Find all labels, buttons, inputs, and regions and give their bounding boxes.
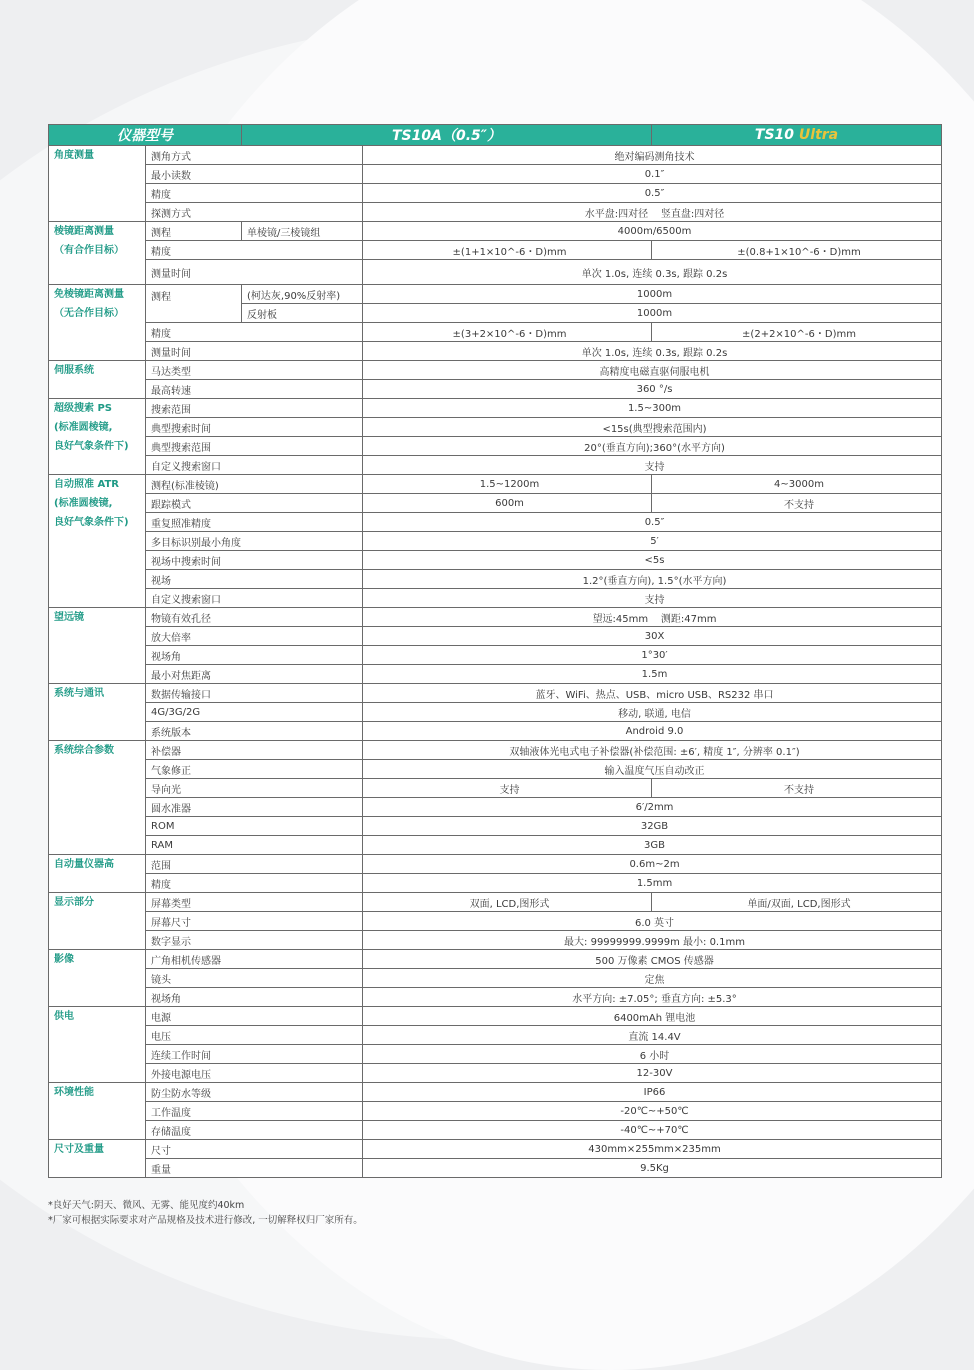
category-image: 影像 [49,950,146,1007]
item-value: 12-30V [363,1064,942,1083]
item-value: 高精度电磁直驱伺服电机 [363,361,942,380]
item-label: 广角相机传感器 [146,950,363,969]
category-angle: 角度测量 [49,146,146,222]
spec-table [48,124,942,1178]
table-row [49,475,942,494]
footnote: *厂家可根据实际要求对产品规格及技术进行修改, 一切解释权归厂家所有。 [48,1215,363,1226]
item-label: 马达类型 [146,361,363,380]
item-value: 4000m/6500m [363,222,942,241]
item-value-b: 不支持 [652,779,942,798]
table-row [49,399,942,418]
item-value: 6′/2mm [363,798,942,817]
table-row [49,570,942,589]
item-label: 搜索范围 [146,399,363,418]
item-value: 360 °/s [363,380,942,399]
table-row [49,627,942,646]
header-col-b [652,125,942,146]
table-row [49,684,942,703]
item-value: 0.5″ [363,513,942,532]
item-label: 视场 [146,570,363,589]
item-label: 测程 [146,285,242,323]
table-row [49,741,942,760]
item-label: 电压 [146,1026,363,1045]
item-value: 1.2°(垂直方向), 1.5°(水平方向) [363,570,942,589]
item-label: 气象修正 [146,760,363,779]
table-row [49,798,942,817]
item-sublabel: (柯达灰,90%反射率) [242,285,363,304]
table-row [49,1140,942,1159]
table-row [49,817,942,836]
table-row [49,988,942,1007]
table-row [49,285,942,304]
item-label: 测程(标准棱镜) [146,475,363,494]
table-row [49,380,942,399]
item-sublabel: 单棱镜/三棱镜组 [242,222,363,241]
table-row [49,260,942,285]
table-row [49,665,942,684]
item-label: 典型搜索范围 [146,437,363,456]
item-value: 0.5″ [363,184,942,203]
table-row [49,1083,942,1102]
category-noprism: 免棱镜距离测量 （无合作目标） [49,285,146,361]
item-value: 单次 1.0s, 连续 0.3s, 跟踪 0.2s [363,342,942,361]
header-model-label: 仪器型号 [49,125,242,146]
item-value: 20°(垂直方向);360°(水平方向) [363,437,942,456]
item-label: 存储温度 [146,1121,363,1140]
table-row [49,456,942,475]
item-value: 1000m [363,304,942,323]
item-value-b: 单面/双面, LCD,图形式 [652,893,942,912]
item-label: 数字显示 [146,931,363,950]
item-label: 最小读数 [146,165,363,184]
category-power: 供电 [49,1007,146,1083]
table-row [49,241,942,260]
item-label: 重量 [146,1159,363,1178]
table-row [49,1045,942,1064]
table-row [49,437,942,456]
item-label: 自定义搜索窗口 [146,589,363,608]
category-env: 环境性能 [49,1083,146,1140]
item-label: 尺寸 [146,1140,363,1159]
item-label: 最高转速 [146,380,363,399]
item-label: 自定义搜索窗口 [146,456,363,475]
item-label: 测量时间 [146,260,363,285]
item-value-b: ±(2+2×10^-6・D)mm [652,323,942,342]
table-row [49,836,942,855]
item-label: 导向光 [146,779,363,798]
category-prism: 棱镜距离测量 （有合作目标） [49,222,146,285]
item-value-a: 支持 [363,779,652,798]
item-value: 1.5~300m [363,399,942,418]
table-row [49,760,942,779]
item-value: 3GB [363,836,942,855]
table-row [49,912,942,931]
item-label: 工作温度 [146,1102,363,1121]
table-row [49,323,942,342]
table-row [49,969,942,988]
footnotes [48,1198,363,1228]
item-label: 连续工作时间 [146,1045,363,1064]
item-label: 最小对焦距离 [146,665,363,684]
table-row [49,342,942,361]
item-value: 绝对编码测角技术 [363,146,942,165]
table-row [49,361,942,380]
item-value: 移动, 联通, 电信 [363,703,942,722]
item-label: 镜头 [146,969,363,988]
item-label: 防尘防水等级 [146,1083,363,1102]
item-value: 最大: 99999999.9999m 最小: 0.1mm [363,931,942,950]
item-label: 跟踪模式 [146,494,363,513]
item-value: 6 小时 [363,1045,942,1064]
item-label: 圆水准器 [146,798,363,817]
item-value: 1°30′ [363,646,942,665]
item-sublabel: 反射板 [242,304,363,323]
item-label: 范围 [146,855,363,874]
table-row [49,1102,942,1121]
item-value-a: 1.5~1200m [363,475,652,494]
table-row [49,165,942,184]
item-value: <15s(典型搜索范围内) [363,418,942,437]
table-row [49,874,942,893]
table-row [49,513,942,532]
category-comm: 系统与通讯 [49,684,146,741]
table-row [49,222,942,241]
spec-table-wrapper [48,124,941,1178]
item-value: -40℃~+70℃ [363,1121,942,1140]
item-label: 测量时间 [146,342,363,361]
item-value-a: ±(1+1×10^-6・D)mm [363,241,652,260]
item-label: ROM [146,817,363,836]
item-value: 支持 [363,589,942,608]
table-row [49,779,942,798]
item-value: 望远:45mm 测距:47mm [363,608,942,627]
item-label: 典型搜索时间 [146,418,363,437]
item-label: 视场中搜索时间 [146,551,363,570]
item-value: 9.5Kg [363,1159,942,1178]
table-row [49,494,942,513]
item-label: 精度 [146,874,363,893]
table-row [49,722,942,741]
item-label: 数据传输接口 [146,684,363,703]
item-label: 物镜有效孔径 [146,608,363,627]
table-row [49,931,942,950]
item-value: 500 万像素 CMOS 传感器 [363,950,942,969]
item-label: 屏幕尺寸 [146,912,363,931]
item-value: 5′ [363,532,942,551]
table-row [49,1064,942,1083]
item-label: 精度 [146,323,363,342]
table-row [49,1007,942,1026]
item-value: 6400mAh 锂电池 [363,1007,942,1026]
header-col-b-accent: Ultra [798,127,839,143]
item-value: 支持 [363,456,942,475]
item-label: 电源 [146,1007,363,1026]
table-row [49,589,942,608]
category-size: 尺寸及重量 [49,1140,146,1178]
table-row [49,855,942,874]
item-label: 放大倍率 [146,627,363,646]
item-value: 单次 1.0s, 连续 0.3s, 跟踪 0.2s [363,260,942,285]
item-label: 外接电源电压 [146,1064,363,1083]
table-row [49,950,942,969]
category-general: 系统综合参数 [49,741,146,855]
item-value: 定焦 [363,969,942,988]
item-label: 视场角 [146,646,363,665]
item-label: RAM [146,836,363,855]
table-row [49,608,942,627]
item-value-b: ±(0.8+1×10^-6・D)mm [652,241,942,260]
item-value: -20℃~+50℃ [363,1102,942,1121]
header-row [49,125,942,146]
table-row [49,1159,942,1178]
table-row [49,418,942,437]
item-label: 精度 [146,241,363,260]
category-height: 自动量仪器高 [49,855,146,893]
item-label: 4G/3G/2G [146,703,363,722]
item-value: 430mm×255mm×235mm [363,1140,942,1159]
category-servo: 伺服系统 [49,361,146,399]
item-value: 32GB [363,817,942,836]
table-row [49,551,942,570]
item-value: 1.5mm [363,874,942,893]
item-value: 水平方向: ±7.05°; 垂直方向: ±5.3° [363,988,942,1007]
item-value-a: 600m [363,494,652,513]
table-row [49,646,942,665]
item-label: 精度 [146,184,363,203]
header-col-b-main: TS10 [754,127,799,143]
category-search: 超级搜索 PS (标准圆棱镜, 良好气象条件下) [49,399,146,475]
category-atr: 自动照准 ATR (标准圆棱镜, 良好气象条件下) [49,475,146,608]
item-value-b: 4~3000m [652,475,942,494]
table-row [49,893,942,912]
table-row [49,532,942,551]
item-label: 重复照准精度 [146,513,363,532]
item-value: 1.5m [363,665,942,684]
category-scope: 望远镜 [49,608,146,684]
item-label: 屏幕类型 [146,893,363,912]
table-row [49,703,942,722]
item-value: 30X [363,627,942,646]
item-value-a: ±(3+2×10^-6・D)mm [363,323,652,342]
item-value: 0.6m~2m [363,855,942,874]
item-value: <5s [363,551,942,570]
table-row [49,184,942,203]
item-value-a: 双面, LCD,图形式 [363,893,652,912]
table-row [49,1026,942,1045]
item-value: IP66 [363,1083,942,1102]
footnote: *良好天气:阴天、微风、无雾、能见度约40km [48,1200,245,1211]
header-col-a: TS10A（0.5″） [242,125,652,146]
item-value: 双轴液体光电式电子补偿器(补偿范围: ±6′, 精度 1″, 分辨率 0.1″) [363,741,942,760]
item-value: 蓝牙、WiFi、热点、USB、micro USB、RS232 串口 [363,684,942,703]
item-label: 补偿器 [146,741,363,760]
item-label: 测角方式 [146,146,363,165]
item-value: 6.0 英寸 [363,912,942,931]
category-display: 显示部分 [49,893,146,950]
item-label: 视场角 [146,988,363,1007]
item-value: 水平盘:四对径 竖直盘:四对径 [363,203,942,222]
table-row [49,1121,942,1140]
table-row [49,203,942,222]
item-label: 测程 [146,222,242,241]
item-value: Android 9.0 [363,722,942,741]
table-row [49,146,942,165]
item-value: 直流 14.4V [363,1026,942,1045]
item-value: 1000m [363,285,942,304]
item-value-b: 不支持 [652,494,942,513]
item-label: 系统版本 [146,722,363,741]
item-label: 多目标识别最小角度 [146,532,363,551]
item-value: 输入温度气压自动改正 [363,760,942,779]
item-value: 0.1″ [363,165,942,184]
item-label: 探测方式 [146,203,363,222]
